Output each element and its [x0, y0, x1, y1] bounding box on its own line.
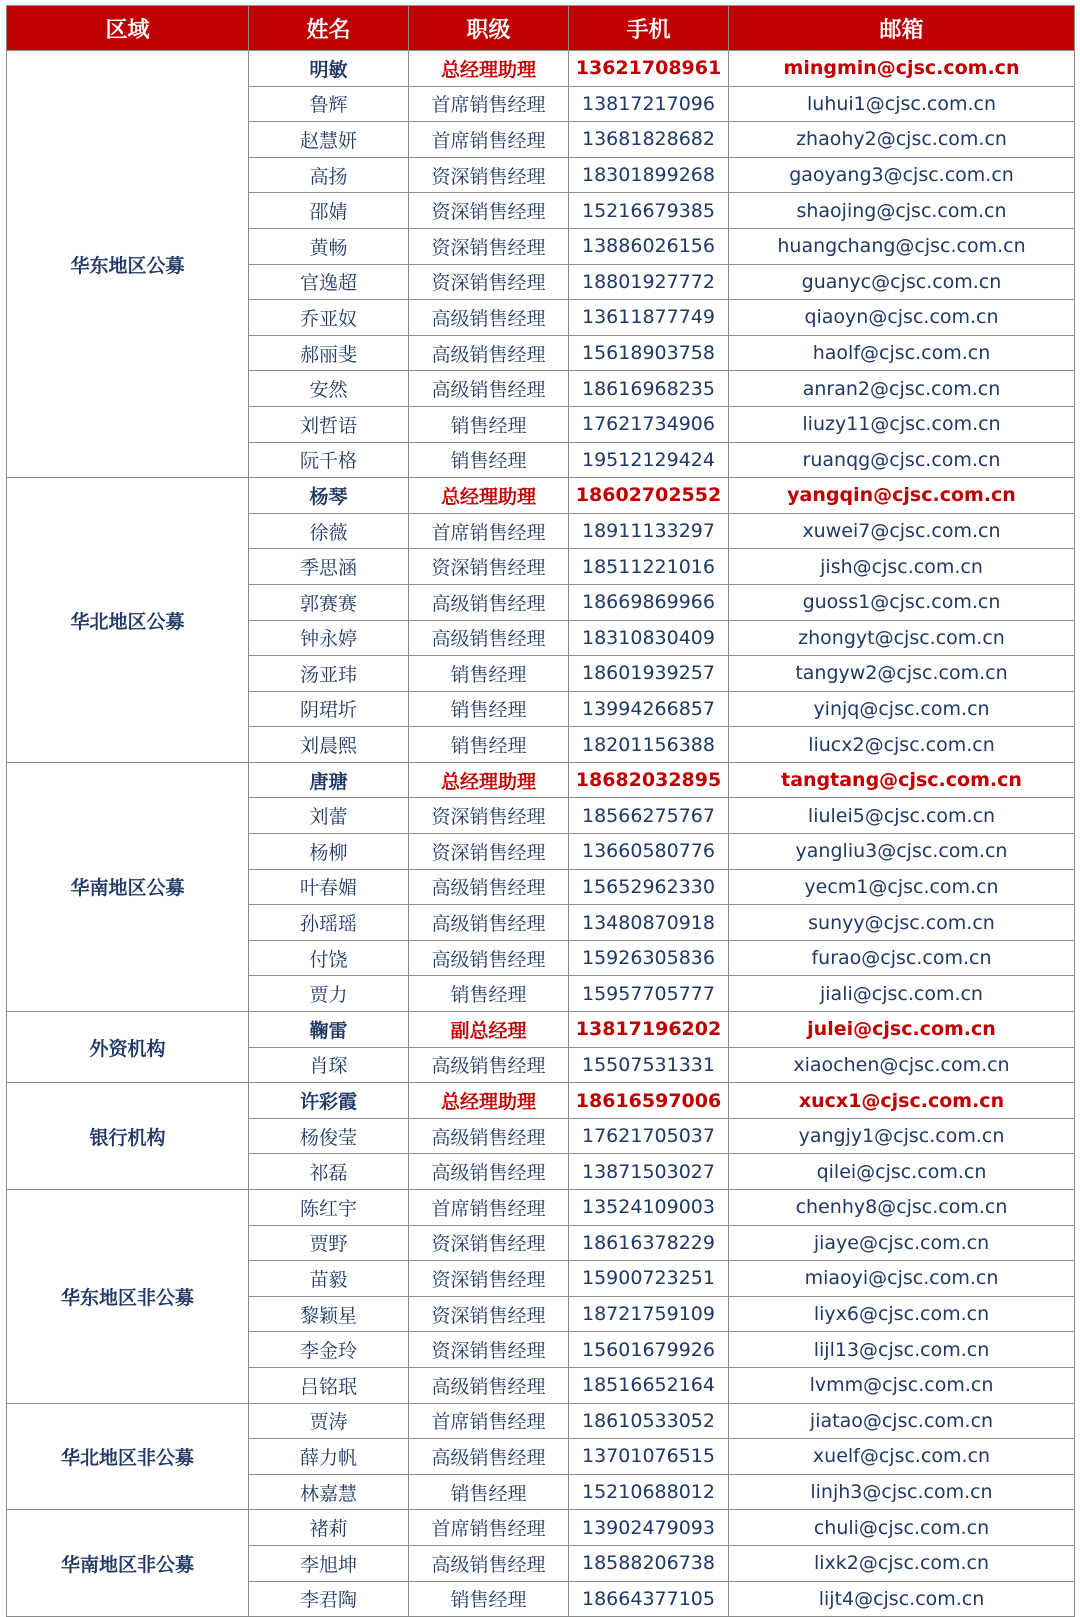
- phone-cell: 17621705037: [569, 1118, 729, 1154]
- phone-cell: 13902479093: [569, 1510, 729, 1546]
- title-cell: 销售经理: [409, 442, 569, 478]
- header-title: 职级: [409, 6, 569, 51]
- name-cell: 苗毅: [249, 1261, 409, 1297]
- title-cell: 销售经理: [409, 976, 569, 1012]
- email-cell: zhaohy2@cjsc.com.cn: [729, 122, 1075, 158]
- phone-cell: 18511221016: [569, 549, 729, 585]
- email-cell: zhongyt@cjsc.com.cn: [729, 620, 1075, 656]
- name-cell: 刘晨熙: [249, 727, 409, 763]
- title-cell: 首席销售经理: [409, 1403, 569, 1439]
- header-email: 邮箱: [729, 6, 1075, 51]
- title-cell: 销售经理: [409, 656, 569, 692]
- email-cell: xiaochen@cjsc.com.cn: [729, 1047, 1075, 1083]
- title-cell: 首席销售经理: [409, 1190, 569, 1226]
- phone-cell: 18669869966: [569, 584, 729, 620]
- table-row: [7, 1083, 1075, 1119]
- region-cell: 银行机构: [7, 1083, 249, 1190]
- title-cell: 销售经理: [409, 727, 569, 763]
- name-cell: 肖琛: [249, 1047, 409, 1083]
- title-cell: 高级销售经理: [409, 1047, 569, 1083]
- email-cell: liuzy11@cjsc.com.cn: [729, 406, 1075, 442]
- table-body: [7, 51, 1075, 1617]
- title-cell: 高级销售经理: [409, 1439, 569, 1475]
- name-cell: 刘哲语: [249, 406, 409, 442]
- region-cell: 华南地区非公募: [7, 1510, 249, 1617]
- title-cell: 资深销售经理: [409, 264, 569, 300]
- name-cell: 杨柳: [249, 834, 409, 870]
- name-cell: 孙瑶瑶: [249, 905, 409, 941]
- email-cell: xuwei7@cjsc.com.cn: [729, 513, 1075, 549]
- name-cell: 林嘉慧: [249, 1474, 409, 1510]
- email-cell: lijl13@cjsc.com.cn: [729, 1332, 1075, 1368]
- name-cell: 季思涵: [249, 549, 409, 585]
- title-cell: 高级销售经理: [409, 1367, 569, 1403]
- email-cell: chuli@cjsc.com.cn: [729, 1510, 1075, 1546]
- name-cell: 郝丽斐: [249, 335, 409, 371]
- email-cell: tangyw2@cjsc.com.cn: [729, 656, 1075, 692]
- email-cell: jiatao@cjsc.com.cn: [729, 1403, 1075, 1439]
- name-cell: 汤亚玮: [249, 656, 409, 692]
- name-cell: 薛力帆: [249, 1439, 409, 1475]
- name-cell: 高扬: [249, 157, 409, 193]
- title-cell: 总经理助理: [409, 478, 569, 514]
- title-cell: 高级销售经理: [409, 371, 569, 407]
- email-cell: yecm1@cjsc.com.cn: [729, 869, 1075, 905]
- email-cell: mingmin@cjsc.com.cn: [729, 51, 1075, 87]
- table-row: [7, 1012, 1075, 1048]
- table-row: [7, 478, 1075, 514]
- region-cell: 华南地区公募: [7, 762, 249, 1011]
- title-cell: 副总经理: [409, 1012, 569, 1048]
- phone-cell: 15926305836: [569, 940, 729, 976]
- email-cell: liucx2@cjsc.com.cn: [729, 727, 1075, 763]
- title-cell: 资深销售经理: [409, 157, 569, 193]
- phone-cell: 13611877749: [569, 300, 729, 336]
- email-cell: haolf@cjsc.com.cn: [729, 335, 1075, 371]
- name-cell: 杨琴: [249, 478, 409, 514]
- title-cell: 高级销售经理: [409, 584, 569, 620]
- phone-cell: 18601939257: [569, 656, 729, 692]
- table-row: [7, 1403, 1075, 1439]
- name-cell: 吕铭珉: [249, 1367, 409, 1403]
- title-cell: 资深销售经理: [409, 798, 569, 834]
- phone-cell: 13817217096: [569, 86, 729, 122]
- phone-cell: 15957705777: [569, 976, 729, 1012]
- title-cell: 资深销售经理: [409, 1332, 569, 1368]
- phone-cell: 13681828682: [569, 122, 729, 158]
- phone-cell: 18301899268: [569, 157, 729, 193]
- title-cell: 高级销售经理: [409, 905, 569, 941]
- email-cell: liulei5@cjsc.com.cn: [729, 798, 1075, 834]
- phone-cell: 18516652164: [569, 1367, 729, 1403]
- email-cell: jiaye@cjsc.com.cn: [729, 1225, 1075, 1261]
- phone-cell: 18610533052: [569, 1403, 729, 1439]
- email-cell: ruanqg@cjsc.com.cn: [729, 442, 1075, 478]
- phone-cell: 15210688012: [569, 1474, 729, 1510]
- title-cell: 销售经理: [409, 1581, 569, 1617]
- name-cell: 李金玲: [249, 1332, 409, 1368]
- email-cell: huangchang@cjsc.com.cn: [729, 228, 1075, 264]
- email-cell: guanyc@cjsc.com.cn: [729, 264, 1075, 300]
- name-cell: 刘蕾: [249, 798, 409, 834]
- name-cell: 郭赛赛: [249, 584, 409, 620]
- header-name: 姓名: [249, 6, 409, 51]
- title-cell: 高级销售经理: [409, 1154, 569, 1190]
- table-header: [7, 6, 1075, 51]
- table-row: [7, 1510, 1075, 1546]
- name-cell: 钟永婷: [249, 620, 409, 656]
- name-cell: 阮千格: [249, 442, 409, 478]
- title-cell: 首席销售经理: [409, 1510, 569, 1546]
- region-cell: 外资机构: [7, 1012, 249, 1083]
- phone-cell: 18801927772: [569, 264, 729, 300]
- title-cell: 销售经理: [409, 406, 569, 442]
- name-cell: 官逸超: [249, 264, 409, 300]
- phone-cell: 18201156388: [569, 727, 729, 763]
- region-cell: 华东地区公募: [7, 51, 249, 478]
- title-cell: 总经理助理: [409, 1083, 569, 1119]
- table-row: [7, 51, 1075, 87]
- phone-cell: 13660580776: [569, 834, 729, 870]
- title-cell: 资深销售经理: [409, 549, 569, 585]
- email-cell: qilei@cjsc.com.cn: [729, 1154, 1075, 1190]
- email-cell: julei@cjsc.com.cn: [729, 1012, 1075, 1048]
- title-cell: 高级销售经理: [409, 335, 569, 371]
- email-cell: luhui1@cjsc.com.cn: [729, 86, 1075, 122]
- title-cell: 资深销售经理: [409, 1261, 569, 1297]
- email-cell: lvmm@cjsc.com.cn: [729, 1367, 1075, 1403]
- phone-cell: 19512129424: [569, 442, 729, 478]
- phone-cell: 18588206738: [569, 1545, 729, 1581]
- name-cell: 黄畅: [249, 228, 409, 264]
- table-row: [7, 762, 1075, 798]
- title-cell: 高级销售经理: [409, 1545, 569, 1581]
- header-row: [7, 6, 1075, 51]
- title-cell: 资深销售经理: [409, 193, 569, 229]
- title-cell: 总经理助理: [409, 51, 569, 87]
- name-cell: 徐薇: [249, 513, 409, 549]
- title-cell: 销售经理: [409, 691, 569, 727]
- phone-cell: 18682032895: [569, 762, 729, 798]
- title-cell: 首席销售经理: [409, 513, 569, 549]
- phone-cell: 17621734906: [569, 406, 729, 442]
- email-cell: xucx1@cjsc.com.cn: [729, 1083, 1075, 1119]
- email-cell: chenhy8@cjsc.com.cn: [729, 1190, 1075, 1226]
- title-cell: 高级销售经理: [409, 300, 569, 336]
- phone-cell: 15601679926: [569, 1332, 729, 1368]
- title-cell: 首席销售经理: [409, 86, 569, 122]
- email-cell: gaoyang3@cjsc.com.cn: [729, 157, 1075, 193]
- email-cell: yinjq@cjsc.com.cn: [729, 691, 1075, 727]
- email-cell: yangjy1@cjsc.com.cn: [729, 1118, 1075, 1154]
- title-cell: 资深销售经理: [409, 834, 569, 870]
- region-cell: 华东地区非公募: [7, 1190, 249, 1404]
- title-cell: 高级销售经理: [409, 1118, 569, 1154]
- name-cell: 陈红宇: [249, 1190, 409, 1226]
- name-cell: 李君陶: [249, 1581, 409, 1617]
- email-cell: liyx6@cjsc.com.cn: [729, 1296, 1075, 1332]
- email-cell: linjh3@cjsc.com.cn: [729, 1474, 1075, 1510]
- email-cell: guoss1@cjsc.com.cn: [729, 584, 1075, 620]
- phone-cell: 13621708961: [569, 51, 729, 87]
- email-cell: miaoyi@cjsc.com.cn: [729, 1261, 1075, 1297]
- email-cell: anran2@cjsc.com.cn: [729, 371, 1075, 407]
- title-cell: 总经理助理: [409, 762, 569, 798]
- name-cell: 安然: [249, 371, 409, 407]
- title-cell: 资深销售经理: [409, 1225, 569, 1261]
- phone-cell: 18664377105: [569, 1581, 729, 1617]
- name-cell: 叶春媚: [249, 869, 409, 905]
- name-cell: 李旭坤: [249, 1545, 409, 1581]
- name-cell: 许彩霞: [249, 1083, 409, 1119]
- title-cell: 销售经理: [409, 1474, 569, 1510]
- name-cell: 贾涛: [249, 1403, 409, 1439]
- name-cell: 付饶: [249, 940, 409, 976]
- title-cell: 高级销售经理: [409, 940, 569, 976]
- title-cell: 资深销售经理: [409, 1296, 569, 1332]
- email-cell: jiali@cjsc.com.cn: [729, 976, 1075, 1012]
- name-cell: 祁磊: [249, 1154, 409, 1190]
- email-cell: yangliu3@cjsc.com.cn: [729, 834, 1075, 870]
- name-cell: 赵慧妍: [249, 122, 409, 158]
- name-cell: 杨俊莹: [249, 1118, 409, 1154]
- phone-cell: 18616597006: [569, 1083, 729, 1119]
- phone-cell: 15507531331: [569, 1047, 729, 1083]
- name-cell: 鲁辉: [249, 86, 409, 122]
- name-cell: 唐瑭: [249, 762, 409, 798]
- name-cell: 乔亚奴: [249, 300, 409, 336]
- phone-cell: 13886026156: [569, 228, 729, 264]
- email-cell: furao@cjsc.com.cn: [729, 940, 1075, 976]
- title-cell: 资深销售经理: [409, 228, 569, 264]
- name-cell: 邵婧: [249, 193, 409, 229]
- email-cell: sunyy@cjsc.com.cn: [729, 905, 1075, 941]
- email-cell: lijt4@cjsc.com.cn: [729, 1581, 1075, 1617]
- email-cell: shaojing@cjsc.com.cn: [729, 193, 1075, 229]
- email-cell: yangqin@cjsc.com.cn: [729, 478, 1075, 514]
- name-cell: 褚莉: [249, 1510, 409, 1546]
- name-cell: 贾野: [249, 1225, 409, 1261]
- title-cell: 高级销售经理: [409, 620, 569, 656]
- name-cell: 阴珺圻: [249, 691, 409, 727]
- phone-cell: 18602702552: [569, 478, 729, 514]
- phone-cell: 18310830409: [569, 620, 729, 656]
- table-row: [7, 1190, 1075, 1226]
- phone-cell: 13701076515: [569, 1439, 729, 1475]
- phone-cell: 13871503027: [569, 1154, 729, 1190]
- email-cell: jish@cjsc.com.cn: [729, 549, 1075, 585]
- email-cell: lixk2@cjsc.com.cn: [729, 1545, 1075, 1581]
- header-region: 区域: [7, 6, 249, 51]
- phone-cell: 18721759109: [569, 1296, 729, 1332]
- phone-cell: 18566275767: [569, 798, 729, 834]
- email-cell: qiaoyn@cjsc.com.cn: [729, 300, 1075, 336]
- phone-cell: 13817196202: [569, 1012, 729, 1048]
- region-cell: 华北地区非公募: [7, 1403, 249, 1510]
- phone-cell: 15652962330: [569, 869, 729, 905]
- region-cell: 华北地区公募: [7, 478, 249, 763]
- email-cell: tangtang@cjsc.com.cn: [729, 762, 1075, 798]
- name-cell: 鞠雷: [249, 1012, 409, 1048]
- phone-cell: 18911133297: [569, 513, 729, 549]
- phone-cell: 15216679385: [569, 193, 729, 229]
- phone-cell: 18616968235: [569, 371, 729, 407]
- phone-cell: 13994266857: [569, 691, 729, 727]
- contacts-table: [6, 5, 1075, 1617]
- phone-cell: 18616378229: [569, 1225, 729, 1261]
- title-cell: 高级销售经理: [409, 869, 569, 905]
- title-cell: 首席销售经理: [409, 122, 569, 158]
- phone-cell: 15900723251: [569, 1261, 729, 1297]
- name-cell: 贾力: [249, 976, 409, 1012]
- email-cell: xuelf@cjsc.com.cn: [729, 1439, 1075, 1475]
- name-cell: 黎颖星: [249, 1296, 409, 1332]
- phone-cell: 13480870918: [569, 905, 729, 941]
- phone-cell: 13524109003: [569, 1190, 729, 1226]
- name-cell: 明敏: [249, 51, 409, 87]
- phone-cell: 15618903758: [569, 335, 729, 371]
- header-phone: 手机: [569, 6, 729, 51]
